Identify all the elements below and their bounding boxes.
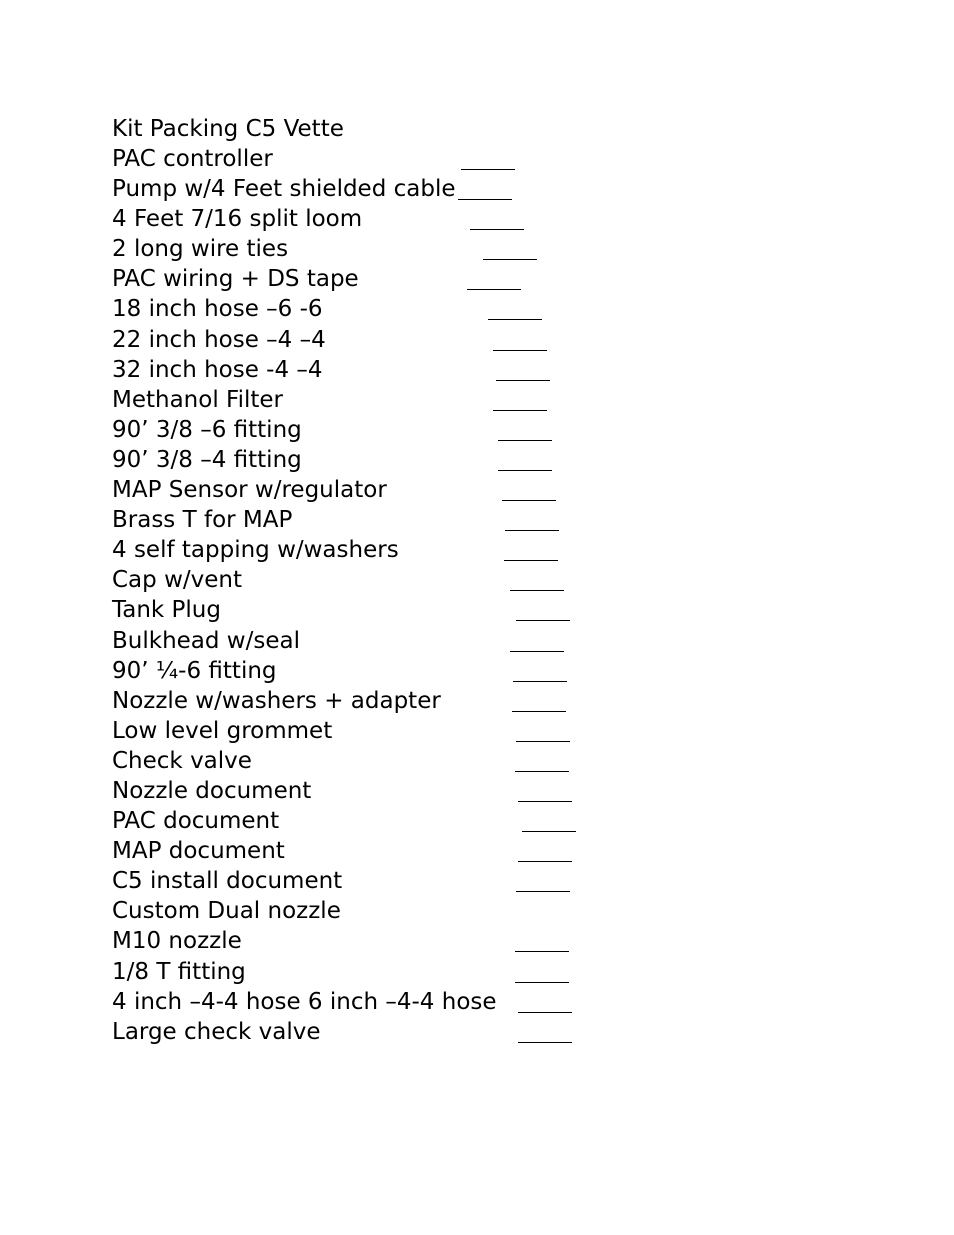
item-label: 4 inch –4-4 hose 6 inch –4-4 hose <box>112 988 497 1015</box>
check-blank-line <box>458 199 512 200</box>
check-blank-line <box>488 319 542 320</box>
check-blank-line <box>516 620 570 621</box>
item-label: Low level grommet <box>112 717 333 744</box>
item-label: Nozzle w/washers + adapter <box>112 687 441 714</box>
item-label: MAP document <box>112 838 285 865</box>
check-blank-line <box>518 801 572 802</box>
list-item <box>112 565 712 595</box>
list-item <box>112 806 712 836</box>
check-blank-line <box>518 861 572 862</box>
list-item <box>112 415 712 445</box>
check-blank-line <box>461 169 515 170</box>
check-blank-line <box>518 1012 572 1013</box>
check-blank-line <box>513 681 567 682</box>
list-item <box>112 836 712 866</box>
check-blank-line <box>516 741 570 742</box>
list-item <box>112 686 712 716</box>
packing-checklist <box>112 144 712 1047</box>
check-blank-line <box>515 951 569 952</box>
item-label: Bulkhead w/seal <box>112 627 300 654</box>
item-label: 18 inch hose –6 -6 <box>112 296 323 323</box>
item-label: Check valve <box>112 747 252 774</box>
item-label: PAC controller <box>112 146 273 172</box>
list-item <box>112 626 712 656</box>
list-item <box>112 896 712 926</box>
item-label: Custom Dual nozzle <box>112 898 341 925</box>
list-item <box>112 1017 712 1047</box>
check-blank-line <box>502 500 556 501</box>
list-item <box>112 595 712 625</box>
list-item <box>112 656 712 686</box>
check-blank-line <box>512 711 566 712</box>
item-label: Methanol Filter <box>112 386 283 413</box>
check-blank-line <box>483 259 537 260</box>
item-label: 1/8 T fitting <box>112 958 246 985</box>
check-blank-line <box>518 1042 572 1043</box>
list-item <box>112 926 712 956</box>
check-blank-line <box>522 831 576 832</box>
list-item <box>112 234 712 264</box>
item-label: 2 long wire ties <box>112 236 289 263</box>
list-item <box>112 264 712 294</box>
item-label: Nozzle document <box>112 777 312 804</box>
item-label: MAP Sensor w/regulator <box>112 477 387 504</box>
check-blank-line <box>510 590 564 591</box>
item-label: Pump w/4 Feet shielded cable <box>112 176 456 203</box>
list-item <box>112 204 712 234</box>
item-label: M10 nozzle <box>112 928 242 955</box>
check-blank-line <box>498 440 552 441</box>
check-blank-line <box>505 530 559 531</box>
check-blank-line <box>515 982 569 983</box>
item-label: PAC document <box>112 808 280 835</box>
document-title: Kit Packing C5 Vette <box>112 116 344 142</box>
item-label: 32 inch hose -4 –4 <box>112 356 323 383</box>
check-blank-line <box>515 771 569 772</box>
list-item <box>112 174 712 204</box>
list-item <box>112 776 712 806</box>
check-blank-line <box>504 560 558 561</box>
list-item <box>112 385 712 415</box>
item-label: 4 Feet 7/16 split loom <box>112 206 363 233</box>
item-label: 22 inch hose –4 –4 <box>112 326 326 353</box>
item-label: C5 install document <box>112 868 343 895</box>
item-label: Tank Plug <box>112 597 221 624</box>
check-blank-line <box>498 470 552 471</box>
item-label: Brass T for MAP <box>112 507 293 534</box>
list-item <box>112 716 712 746</box>
check-blank-line <box>496 380 550 381</box>
list-item <box>112 535 712 565</box>
item-label: 90’ 3/8 –4 fitting <box>112 446 302 473</box>
check-blank-line <box>493 350 547 351</box>
list-item <box>112 325 712 355</box>
item-label: PAC wiring + DS tape <box>112 266 359 293</box>
list-item <box>112 294 712 324</box>
item-label: 90’ ¼-6 fitting <box>112 657 277 684</box>
list-item <box>112 957 712 987</box>
list-item <box>112 987 712 1017</box>
check-blank-line <box>470 229 524 230</box>
item-label: Cap w/vent <box>112 567 242 594</box>
list-item <box>112 866 712 896</box>
list-item <box>112 144 712 174</box>
check-blank-line <box>467 289 521 290</box>
item-label: 4 self tapping w/washers <box>112 537 399 564</box>
check-blank-line <box>493 410 547 411</box>
list-item <box>112 445 712 475</box>
list-item <box>112 355 712 385</box>
check-blank-line <box>516 891 570 892</box>
list-item <box>112 505 712 535</box>
item-label: Large check valve <box>112 1018 321 1045</box>
check-blank-line <box>510 651 564 652</box>
item-label: 90’ 3/8 –6 fitting <box>112 416 302 443</box>
list-item <box>112 475 712 505</box>
list-item <box>112 746 712 776</box>
